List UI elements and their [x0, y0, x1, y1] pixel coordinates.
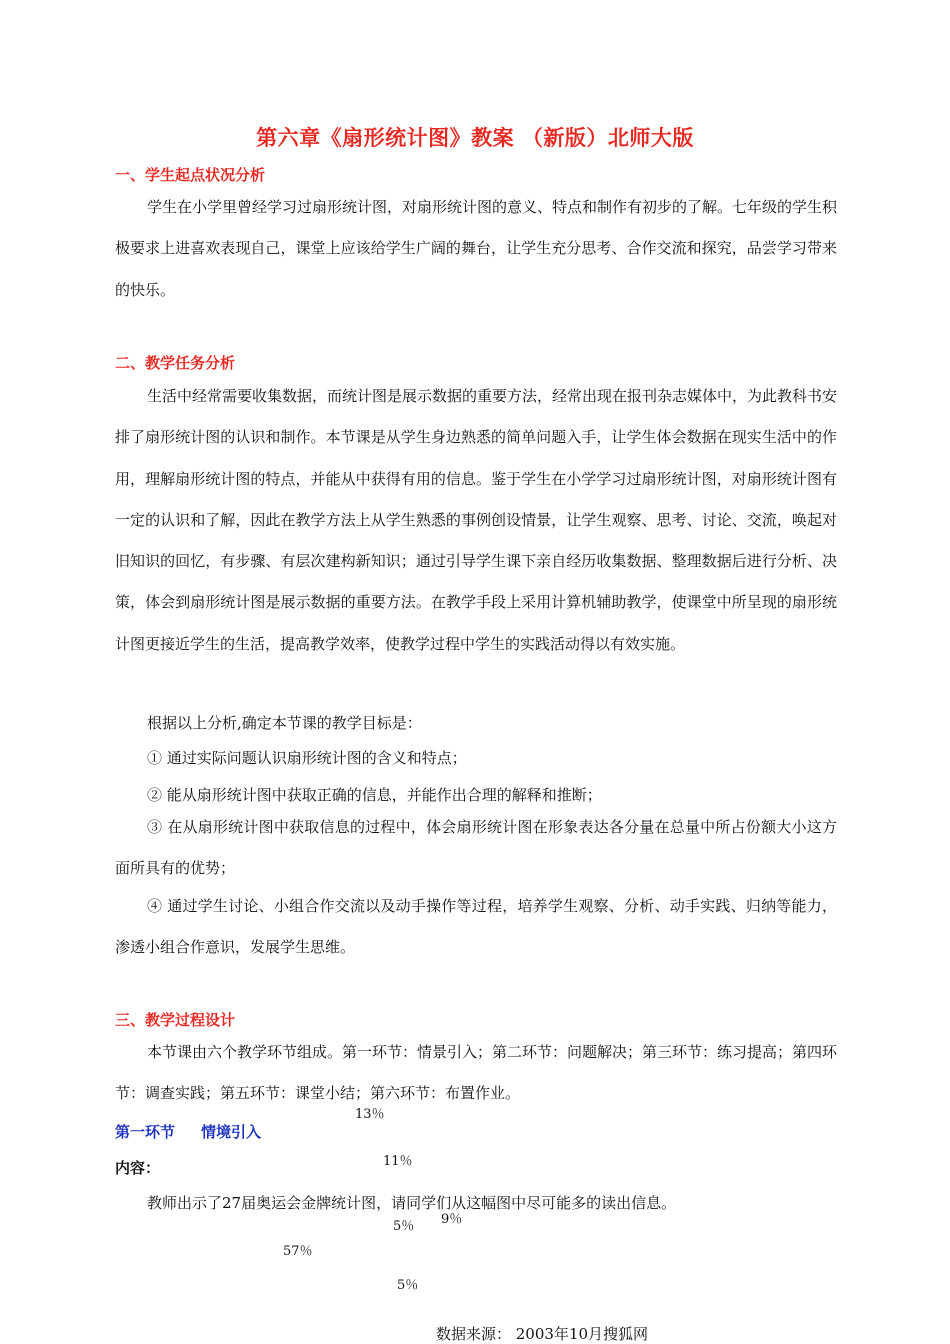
content-label: 内容： — [115, 1159, 161, 1177]
goal-4: ④ 通过学生讨论、小组合作交流以及动手操作等过程，培养学生观察、分析、动手实践、归纳等能力，渗透小组合作意识，发展学生思维。 — [115, 897, 837, 957]
chart-source: 数据来源： 2003年10月搜狐网 — [436, 1325, 649, 1343]
content-text: 教师出示了27届奥运会金牌统计图，请同学们从这幅图中尽可能多的读出信息。 — [147, 1194, 677, 1212]
goal-2: ② 能从扇形统计图中获取正确的信息，并能作出合理的解释和推断； — [147, 786, 602, 804]
pie-label: 13％ — [355, 1107, 385, 1122]
goals-intro: 根据以上分析,确定本节课的教学目标是： — [147, 714, 422, 732]
section-1-paragraph: 学生在小学里曾经学习过扇形统计图，对扇形统计图的意义、特点和制作有初步的了解。七年级的学生积极要求上进喜欢表现自己，课堂上应该给学生广阔的舞台，让学生充分思考、合作交流和探究，品尝学习带来的快乐。 — [115, 198, 838, 299]
goal-3: ③ 在从扇形统计图中获取信息的过程中，体会扇形统计图在形象表达各分量在总量中所占份额大小这方面所具有的优势； — [115, 818, 837, 878]
pie-label: 5％ — [393, 1219, 415, 1234]
pie-label: 9％ — [441, 1212, 463, 1227]
section-heading-1: 一、学生起点状况分析 — [115, 166, 266, 184]
goal-1: ① 通过实际问题认识扇形统计图的含义和特点； — [147, 749, 467, 767]
section-heading-2: 二、教学任务分析 — [115, 354, 236, 372]
section-2-paragraph: 生活中经常需要收集数据，而统计图是展示数据的重要方法，经常出现在报刊杂志媒体中，为此教科书安排了扇形统计图的认识和制作。本节课是从学生身边熟悉的简单问题入手，让学生体会数据在现实生活中的作用，理解扇形统计图的特点，并能从中获得有用的信息。鉴于学生在小学学习过扇形统计图，对扇形统计图有一定的认识和了解，因此在教学方法上从学生熟悉的事例创设情景，让学生观察、思考、讨论、交流，唤起对旧知识的回忆，有步骤、有层次建构新知识；通过引导学生课下亲自经历收集数据、整理数据后进行分析、决策，体会到扇形统计图是展示数据的重要方法。在教学手段上采用计算机辅助教学，使课堂中所呈现的扇形统计图更接近学生的生活，提高教学效率，使教学过程中学生的实践活动得以有效实施。 — [115, 387, 838, 653]
step-heading — [115, 1121, 287, 1142]
pie-label: 11％ — [383, 1154, 413, 1169]
section-3-paragraph: 本节课由六个教学环节组成。第一环节：情景引入；第二环节：问题解决；第三环节：练习提高；第四环节：调查实践；第五环节：课堂小结；第六环节：布置作业。 — [115, 1043, 838, 1103]
section-heading-3: 三、教学过程设计 — [115, 1011, 236, 1029]
pie-label: 5％ — [397, 1278, 419, 1293]
document-title: 第六章《扇形统计图》教案 （新版）北师大版 — [256, 126, 694, 150]
step-name: 情境引入 — [201, 1123, 262, 1141]
pie-label: 57％ — [283, 1244, 313, 1259]
step-label: 第一环节 — [115, 1123, 176, 1141]
